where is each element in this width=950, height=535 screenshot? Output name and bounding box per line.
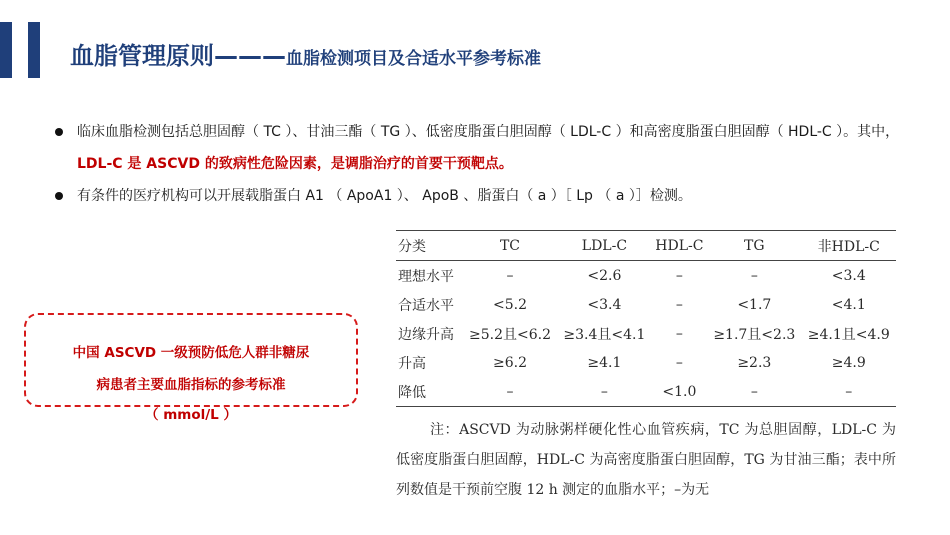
- table-cell: ≥4.1: [587, 354, 622, 371]
- lipid-reference-table: [396, 230, 896, 505]
- table-cell: ≥6.2: [492, 354, 527, 371]
- table-cell: –: [600, 383, 608, 400]
- table-header-cell: LDL-C: [581, 237, 628, 254]
- table-cell: <3.4: [587, 296, 622, 313]
- callout-unit: （ mmol/L ）: [145, 407, 237, 423]
- table-cell: ≥5.2且<6.2: [468, 326, 551, 343]
- table-cell: –: [506, 267, 514, 284]
- bullet-item-1: [55, 116, 915, 180]
- table-cell: ≥4.9: [831, 354, 866, 371]
- table-row: [396, 319, 896, 348]
- bullet-item-2: [55, 180, 915, 212]
- table-row-label: 降低: [398, 384, 426, 401]
- page-title-sub: 血脂检测项目及合适水平参考标准: [286, 49, 541, 69]
- table-row: [396, 261, 896, 291]
- table-cell: <1.0: [662, 383, 697, 400]
- table-cell: <4.1: [831, 296, 866, 313]
- table-cell: –: [675, 296, 683, 313]
- table-row: [396, 290, 896, 319]
- lipid-table: [396, 230, 896, 407]
- reference-callout-box: [24, 313, 358, 423]
- bullet-1-text: 临床血脂检测包括总胆固醇（ TC ）、甘油三酯（ TG ）、低密度脂蛋白胆固醇（ LDL-C ）和高密度脂蛋白胆固醇（ HDL-C ）。其中，: [77, 124, 900, 140]
- page-title-main: 血脂管理原则———: [70, 42, 286, 70]
- table-row-label: 理想水平: [398, 268, 454, 285]
- table-cell: ≥4.1且<4.9: [807, 326, 890, 343]
- table-row: [396, 377, 896, 407]
- table-cell: –: [675, 325, 683, 342]
- bullet-list: [55, 116, 915, 212]
- table-cell: –: [675, 354, 683, 371]
- table-cell: ≥3.4且<4.1: [563, 326, 646, 343]
- bullet-dot-icon: [55, 192, 63, 200]
- table-header-cell: HDL-C: [655, 237, 704, 254]
- table-cell: ≥1.7且<2.3: [713, 326, 796, 343]
- bullet-2-text: 有条件的医疗机构可以开展载脂蛋白 A1 （ ApoA1 ）、 ApoB 、脂蛋白（ a ）［ Lp （ a ）］检测。: [77, 188, 692, 204]
- table-header-cell: TG: [744, 237, 765, 254]
- table-row: [396, 348, 896, 377]
- table-row-label: 合适水平: [398, 297, 454, 314]
- table-header-row: [396, 231, 896, 261]
- table-row-label: 升高: [398, 355, 426, 372]
- table-cell: ≥2.3: [737, 354, 772, 371]
- table-cell: –: [750, 267, 758, 284]
- table-cell: –: [506, 383, 514, 400]
- table-cell: <2.6: [587, 267, 622, 284]
- table-cell: –: [845, 383, 853, 400]
- table-cell: <3.4: [831, 267, 866, 284]
- callout-line-2: 病患者主要血脂指标的参考标准: [96, 377, 286, 393]
- accent-bar-left: [0, 22, 12, 78]
- accent-bar-right: [28, 22, 40, 78]
- table-header-cell: TC: [499, 237, 521, 254]
- table-header-cell: 非HDL-C: [817, 238, 880, 255]
- table-cell: <5.2: [492, 296, 527, 313]
- page-title: [70, 36, 541, 71]
- table-footnote: 注：ASCVD 为动脉粥样硬化性心血管疾病，TC 为总胆固醇，LDL-C 为低密度脂蛋白胆固醇，HDL-C 为高密度脂蛋白胆固醇，TG 为甘油三酯；表中所列数值是干预前空腹 12 h 测定的血脂水平；–为无: [396, 422, 896, 498]
- table-cell: –: [750, 383, 758, 400]
- bullet-1-highlight: LDL-C 是 ASCVD 的致病性危险因素，是调脂治疗的首要干预靶点。: [77, 156, 513, 172]
- table-cell: –: [675, 267, 683, 284]
- callout-line-1: 中国 ASCVD 一级预防低危人群非糖尿: [72, 345, 310, 361]
- table-row-label: 边缘升高: [398, 326, 454, 343]
- table-header-cell: 分类: [398, 238, 426, 255]
- bullet-dot-icon: [55, 128, 63, 136]
- table-cell: <1.7: [737, 296, 772, 313]
